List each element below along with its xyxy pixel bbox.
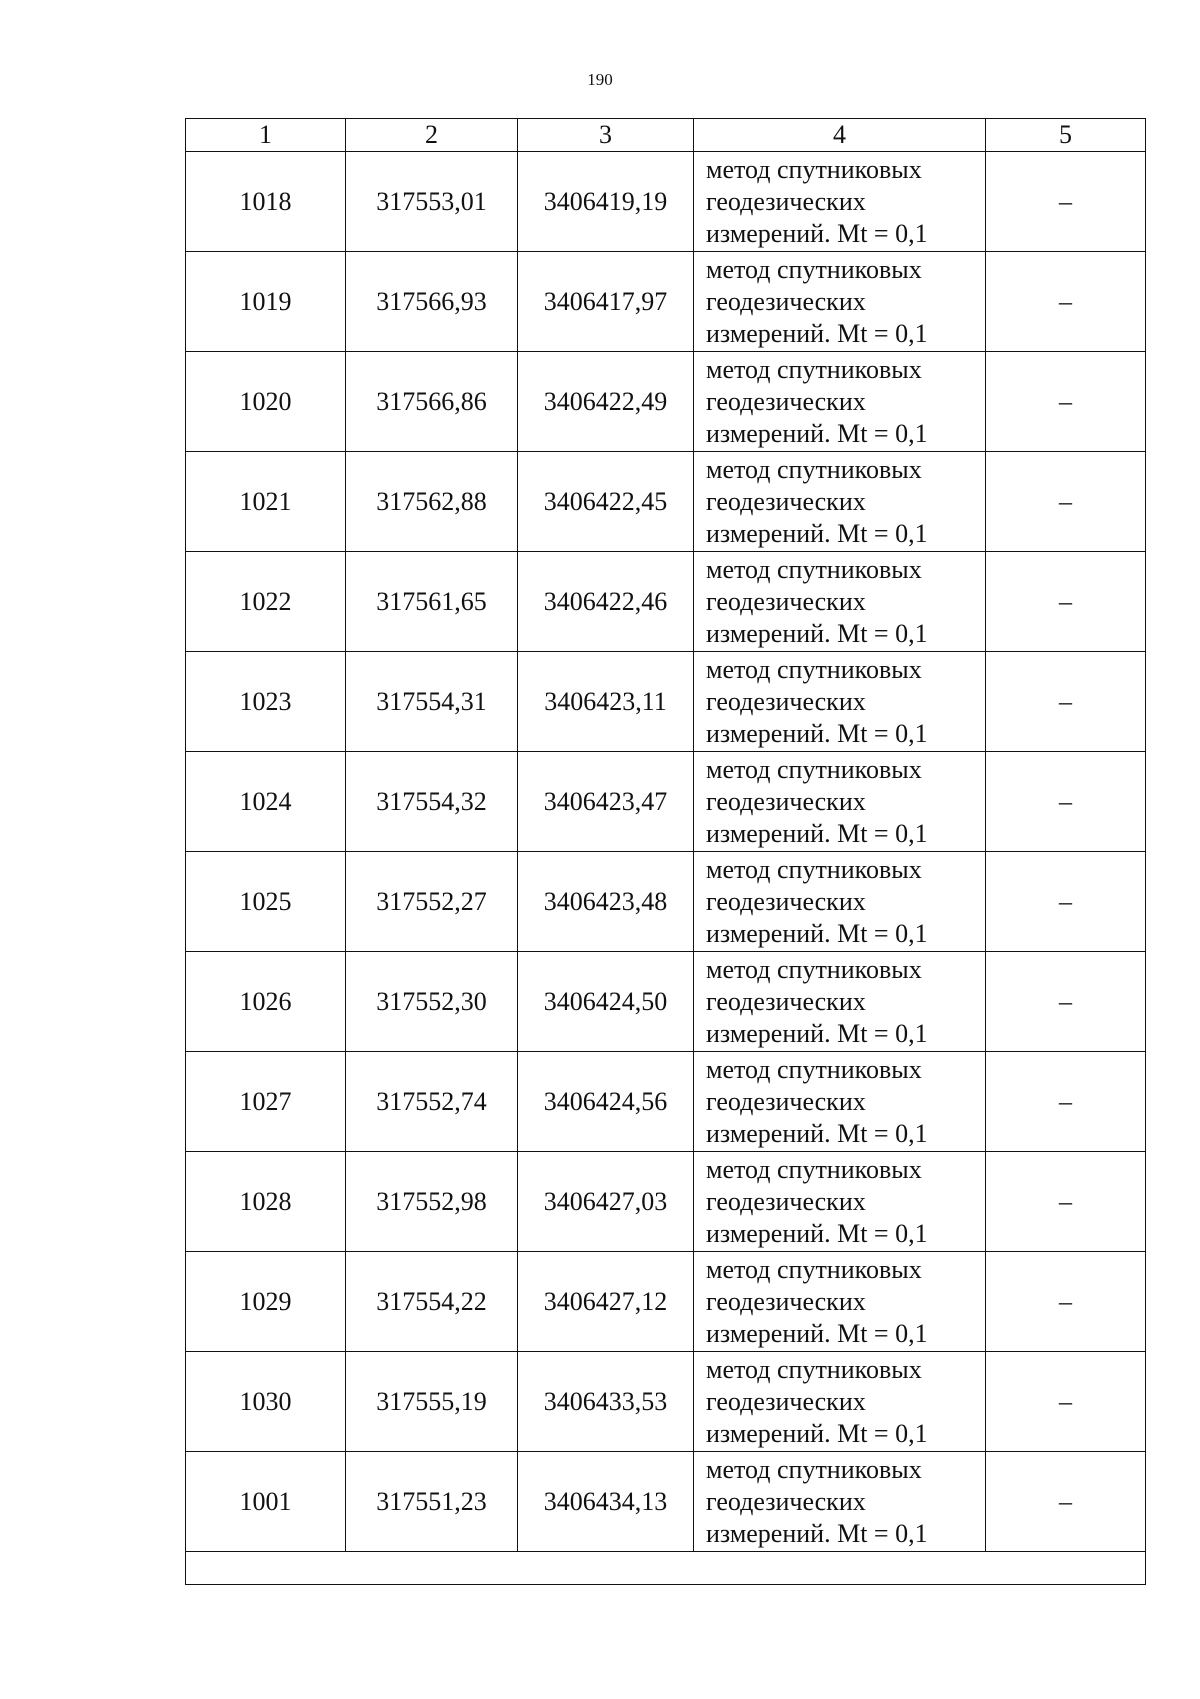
table-row bbox=[186, 552, 1146, 652]
note-cell: – bbox=[986, 652, 1146, 752]
method-line: геодезических bbox=[706, 186, 866, 216]
table-row bbox=[186, 1152, 1146, 1252]
method-line: геодезических bbox=[706, 1386, 866, 1416]
table-header-row bbox=[186, 119, 1146, 152]
y-coordinate-cell: 3406423,47 bbox=[518, 752, 694, 852]
method-cell bbox=[694, 652, 986, 752]
x-coordinate-cell: 317554,32 bbox=[346, 752, 518, 852]
note-cell: – bbox=[986, 1052, 1146, 1152]
method-cell bbox=[694, 252, 986, 352]
point-number-cell: 1021 bbox=[186, 452, 346, 552]
method-line: геодезических bbox=[706, 586, 866, 616]
method-line: метод спутниковых bbox=[706, 854, 922, 884]
header-cell-4: 4 bbox=[694, 119, 986, 152]
x-coordinate-cell: 317553,01 bbox=[346, 152, 518, 252]
method-line: геодезических bbox=[706, 286, 866, 316]
x-coordinate-cell: 317552,27 bbox=[346, 852, 518, 952]
note-cell: – bbox=[986, 752, 1146, 852]
table-row bbox=[186, 352, 1146, 452]
note-cell: – bbox=[986, 1152, 1146, 1252]
header-cell-1: 1 bbox=[186, 119, 346, 152]
point-number-cell: 1026 bbox=[186, 952, 346, 1052]
method-line: измерений. Mt = 0,1 bbox=[706, 318, 928, 348]
method-line: геодезических bbox=[706, 1186, 866, 1216]
y-coordinate-cell: 3406422,49 bbox=[518, 352, 694, 452]
y-coordinate-cell: 3406419,19 bbox=[518, 152, 694, 252]
method-line: измерений. Mt = 0,1 bbox=[706, 618, 928, 648]
method-line: геодезических bbox=[706, 1086, 866, 1116]
note-cell: – bbox=[986, 152, 1146, 252]
x-coordinate-cell: 317552,30 bbox=[346, 952, 518, 1052]
point-number-cell: 1019 bbox=[186, 252, 346, 352]
method-line: метод спутниковых bbox=[706, 554, 922, 584]
header-cell-3: 3 bbox=[518, 119, 694, 152]
x-coordinate-cell: 317562,88 bbox=[346, 452, 518, 552]
coordinates-table bbox=[185, 118, 1146, 1585]
y-coordinate-cell: 3406434,13 bbox=[518, 1452, 694, 1552]
point-number-cell: 1025 bbox=[186, 852, 346, 952]
y-coordinate-cell: 3406433,53 bbox=[518, 1352, 694, 1452]
method-line: измерений. Mt = 0,1 bbox=[706, 1418, 928, 1448]
method-cell bbox=[694, 1152, 986, 1252]
method-cell bbox=[694, 852, 986, 952]
coordinates-table-body bbox=[186, 119, 1146, 1585]
point-number-cell: 1023 bbox=[186, 652, 346, 752]
method-line: геодезических bbox=[706, 786, 866, 816]
table-row bbox=[186, 652, 1146, 752]
note-cell: – bbox=[986, 852, 1146, 952]
method-cell bbox=[694, 952, 986, 1052]
method-line: геодезических bbox=[706, 386, 866, 416]
method-line: измерений. Mt = 0,1 bbox=[706, 1118, 928, 1148]
method-line: метод спутниковых bbox=[706, 1454, 922, 1484]
method-cell bbox=[694, 152, 986, 252]
y-coordinate-cell: 3406424,50 bbox=[518, 952, 694, 1052]
method-cell bbox=[694, 1452, 986, 1552]
header-cell-5: 5 bbox=[986, 119, 1146, 152]
point-number-cell: 1030 bbox=[186, 1352, 346, 1452]
method-line: измерений. Mt = 0,1 bbox=[706, 718, 928, 748]
x-coordinate-cell: 317555,19 bbox=[346, 1352, 518, 1452]
method-cell bbox=[694, 752, 986, 852]
note-cell: – bbox=[986, 1252, 1146, 1352]
point-number-cell: 1018 bbox=[186, 152, 346, 252]
table-row bbox=[186, 1052, 1146, 1152]
note-cell: – bbox=[986, 352, 1146, 452]
x-coordinate-cell: 317566,86 bbox=[346, 352, 518, 452]
method-line: метод спутниковых bbox=[706, 254, 922, 284]
x-coordinate-cell: 317554,31 bbox=[346, 652, 518, 752]
method-cell bbox=[694, 552, 986, 652]
table-row bbox=[186, 1252, 1146, 1352]
method-cell bbox=[694, 1052, 986, 1152]
table-row bbox=[186, 852, 1146, 952]
x-coordinate-cell: 317552,74 bbox=[346, 1052, 518, 1152]
method-cell bbox=[694, 1352, 986, 1452]
method-cell bbox=[694, 1252, 986, 1352]
method-line: метод спутниковых bbox=[706, 1054, 922, 1084]
table-row bbox=[186, 452, 1146, 552]
method-line: метод спутниковых bbox=[706, 354, 922, 384]
method-cell bbox=[694, 352, 986, 452]
method-line: измерений. Mt = 0,1 bbox=[706, 1218, 928, 1248]
table-row bbox=[186, 252, 1146, 352]
y-coordinate-cell: 3406422,45 bbox=[518, 452, 694, 552]
method-line: измерений. Mt = 0,1 bbox=[706, 1318, 928, 1348]
method-line: измерений. Mt = 0,1 bbox=[706, 418, 928, 448]
note-cell: – bbox=[986, 252, 1146, 352]
y-coordinate-cell: 3406417,97 bbox=[518, 252, 694, 352]
y-coordinate-cell: 3406424,56 bbox=[518, 1052, 694, 1152]
method-line: метод спутниковых bbox=[706, 1254, 922, 1284]
point-number-cell: 1020 bbox=[186, 352, 346, 452]
method-line: метод спутниковых bbox=[706, 454, 922, 484]
method-line: метод спутниковых bbox=[706, 154, 922, 184]
method-line: измерений. Mt = 0,1 bbox=[706, 918, 928, 948]
point-number-cell: 1001 bbox=[186, 1452, 346, 1552]
method-line: геодезических bbox=[706, 886, 866, 916]
y-coordinate-cell: 3406427,12 bbox=[518, 1252, 694, 1352]
y-coordinate-cell: 3406422,46 bbox=[518, 552, 694, 652]
point-number-cell: 1024 bbox=[186, 752, 346, 852]
x-coordinate-cell: 317552,98 bbox=[346, 1152, 518, 1252]
method-line: геодезических bbox=[706, 1286, 866, 1316]
y-coordinate-cell: 3406423,48 bbox=[518, 852, 694, 952]
note-cell: – bbox=[986, 1352, 1146, 1452]
footer-cell bbox=[186, 1552, 1146, 1585]
table-row bbox=[186, 952, 1146, 1052]
method-line: метод спутниковых bbox=[706, 654, 922, 684]
point-number-cell: 1022 bbox=[186, 552, 346, 652]
note-cell: – bbox=[986, 952, 1146, 1052]
method-line: метод спутниковых bbox=[706, 954, 922, 984]
table-row bbox=[186, 152, 1146, 252]
method-line: геодезических bbox=[706, 686, 866, 716]
method-line: измерений. Mt = 0,1 bbox=[706, 818, 928, 848]
x-coordinate-cell: 317561,65 bbox=[346, 552, 518, 652]
x-coordinate-cell: 317566,93 bbox=[346, 252, 518, 352]
table-row bbox=[186, 1452, 1146, 1552]
x-coordinate-cell: 317551,23 bbox=[346, 1452, 518, 1552]
table-row bbox=[186, 752, 1146, 852]
method-line: измерений. Mt = 0,1 bbox=[706, 1518, 928, 1548]
method-line: метод спутниковых bbox=[706, 1354, 922, 1384]
method-line: геодезических bbox=[706, 986, 866, 1016]
table-footer-row bbox=[186, 1552, 1146, 1585]
y-coordinate-cell: 3406423,11 bbox=[518, 652, 694, 752]
note-cell: – bbox=[986, 552, 1146, 652]
note-cell: – bbox=[986, 452, 1146, 552]
y-coordinate-cell: 3406427,03 bbox=[518, 1152, 694, 1252]
method-line: геодезических bbox=[706, 486, 866, 516]
page-number: 190 bbox=[587, 70, 613, 89]
point-number-cell: 1029 bbox=[186, 1252, 346, 1352]
method-line: метод спутниковых bbox=[706, 754, 922, 784]
method-line: метод спутниковых bbox=[706, 1154, 922, 1184]
method-line: измерений. Mt = 0,1 bbox=[706, 218, 928, 248]
x-coordinate-cell: 317554,22 bbox=[346, 1252, 518, 1352]
header-cell-2: 2 bbox=[346, 119, 518, 152]
point-number-cell: 1027 bbox=[186, 1052, 346, 1152]
method-line: геодезических bbox=[706, 1486, 866, 1516]
method-line: измерений. Mt = 0,1 bbox=[706, 518, 928, 548]
note-cell: – bbox=[986, 1452, 1146, 1552]
table-row bbox=[186, 1352, 1146, 1452]
method-cell bbox=[694, 452, 986, 552]
method-line: измерений. Mt = 0,1 bbox=[706, 1018, 928, 1048]
point-number-cell: 1028 bbox=[186, 1152, 346, 1252]
